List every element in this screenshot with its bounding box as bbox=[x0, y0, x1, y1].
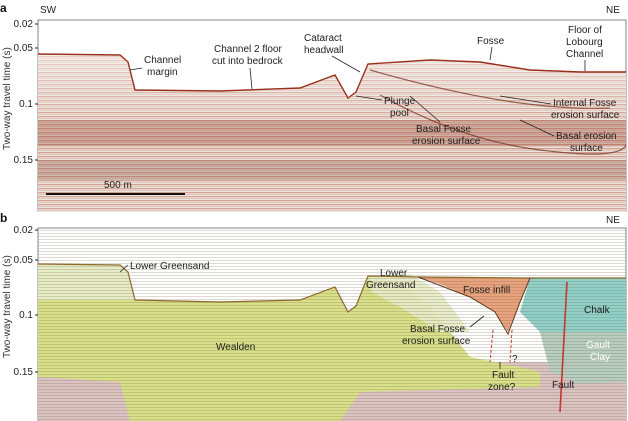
annotation-fault-zone: Fault bbox=[492, 370, 515, 381]
annotation-basal-fosse: Basal Fosse bbox=[416, 124, 472, 135]
annotation-plunge-pool: pool bbox=[390, 108, 409, 119]
panel-b-tick: 0.05 bbox=[13, 255, 33, 266]
panel-a-tick: 0.02 bbox=[13, 19, 33, 30]
panel-a-letter: a bbox=[0, 1, 7, 15]
annotation-internal-fosse: Internal Fosse bbox=[553, 98, 617, 109]
annotation-channel-margin: margin bbox=[147, 67, 178, 78]
panel-a-y-axis-label: Two-way travel time (s) bbox=[2, 47, 13, 150]
panel-b-figure bbox=[0, 212, 628, 421]
annotation-fault-zone: zone? bbox=[488, 382, 516, 393]
panel-b-y-ticks bbox=[14, 225, 38, 378]
annotation-lobourg: Lobourg bbox=[566, 37, 603, 48]
annotation-fosse-infill: Fosse infill bbox=[463, 285, 511, 296]
annotation-lobourg: Channel bbox=[566, 49, 604, 60]
annotation-basal-fosse: erosion surface bbox=[412, 136, 481, 147]
annotation-fault: Fault bbox=[552, 380, 575, 391]
annotation-channel-2: Channel 2 floor bbox=[214, 44, 282, 55]
annotation-basal-erosion: Basal erosion bbox=[556, 131, 617, 142]
annotation-basal-fosse: Basal Fosse bbox=[410, 324, 466, 335]
annotation-plunge-pool: Plunge bbox=[384, 96, 416, 107]
annotation-lobourg: Floor of bbox=[568, 25, 602, 36]
annotation-basal-fosse: erosion surface bbox=[402, 336, 471, 347]
panel-a-tick: 0.1 bbox=[19, 99, 33, 110]
annotation-lower-greensand: Greensand bbox=[366, 280, 416, 291]
panel-a-corner-sw: SW bbox=[40, 5, 57, 16]
annotation-lower-greensand: Lower bbox=[380, 268, 408, 279]
panel-b-interpreted-profile bbox=[0, 212, 628, 421]
panel-a-tick: 0.05 bbox=[13, 43, 33, 54]
panel-b-corner-ne: NE bbox=[606, 215, 620, 226]
annotation-cataract-headwall: Cataract bbox=[304, 33, 342, 44]
annotation-channel-2: cut into bedrock bbox=[212, 56, 283, 67]
annotation-gault-clay: Gault bbox=[586, 340, 610, 351]
annotation-chalk: Chalk bbox=[584, 305, 610, 316]
panel-a-corner-ne: NE bbox=[606, 5, 620, 16]
panel-b-y-axis-label: Two-way travel time (s) bbox=[2, 255, 13, 358]
annotation-channel-margin: Channel bbox=[144, 55, 182, 66]
annotation-basal-erosion: surface bbox=[570, 143, 603, 154]
annotation-wealden: Wealden bbox=[216, 342, 256, 353]
annotation-cataract-headwall: headwall bbox=[304, 45, 344, 56]
panel-b-letter: b bbox=[0, 212, 8, 225]
panel-a-tick: 0.15 bbox=[13, 155, 33, 166]
scale-bar-label: 500 m bbox=[104, 180, 132, 191]
panel-b-tick: 0.15 bbox=[13, 367, 33, 378]
annotation-internal-fosse: erosion surface bbox=[551, 110, 620, 121]
panel-b-tick: 0.02 bbox=[13, 225, 33, 236]
panel-a-y-ticks bbox=[14, 19, 38, 166]
annotation-question-mark: ? bbox=[512, 354, 518, 365]
panel-b-geology bbox=[38, 228, 626, 421]
annotation-fosse: Fosse bbox=[477, 36, 505, 47]
annotation-lower-greensand: Lower Greensand bbox=[130, 261, 210, 272]
annotation-gault-clay: Clay bbox=[590, 352, 611, 363]
panel-b-tick: 0.1 bbox=[19, 310, 33, 321]
